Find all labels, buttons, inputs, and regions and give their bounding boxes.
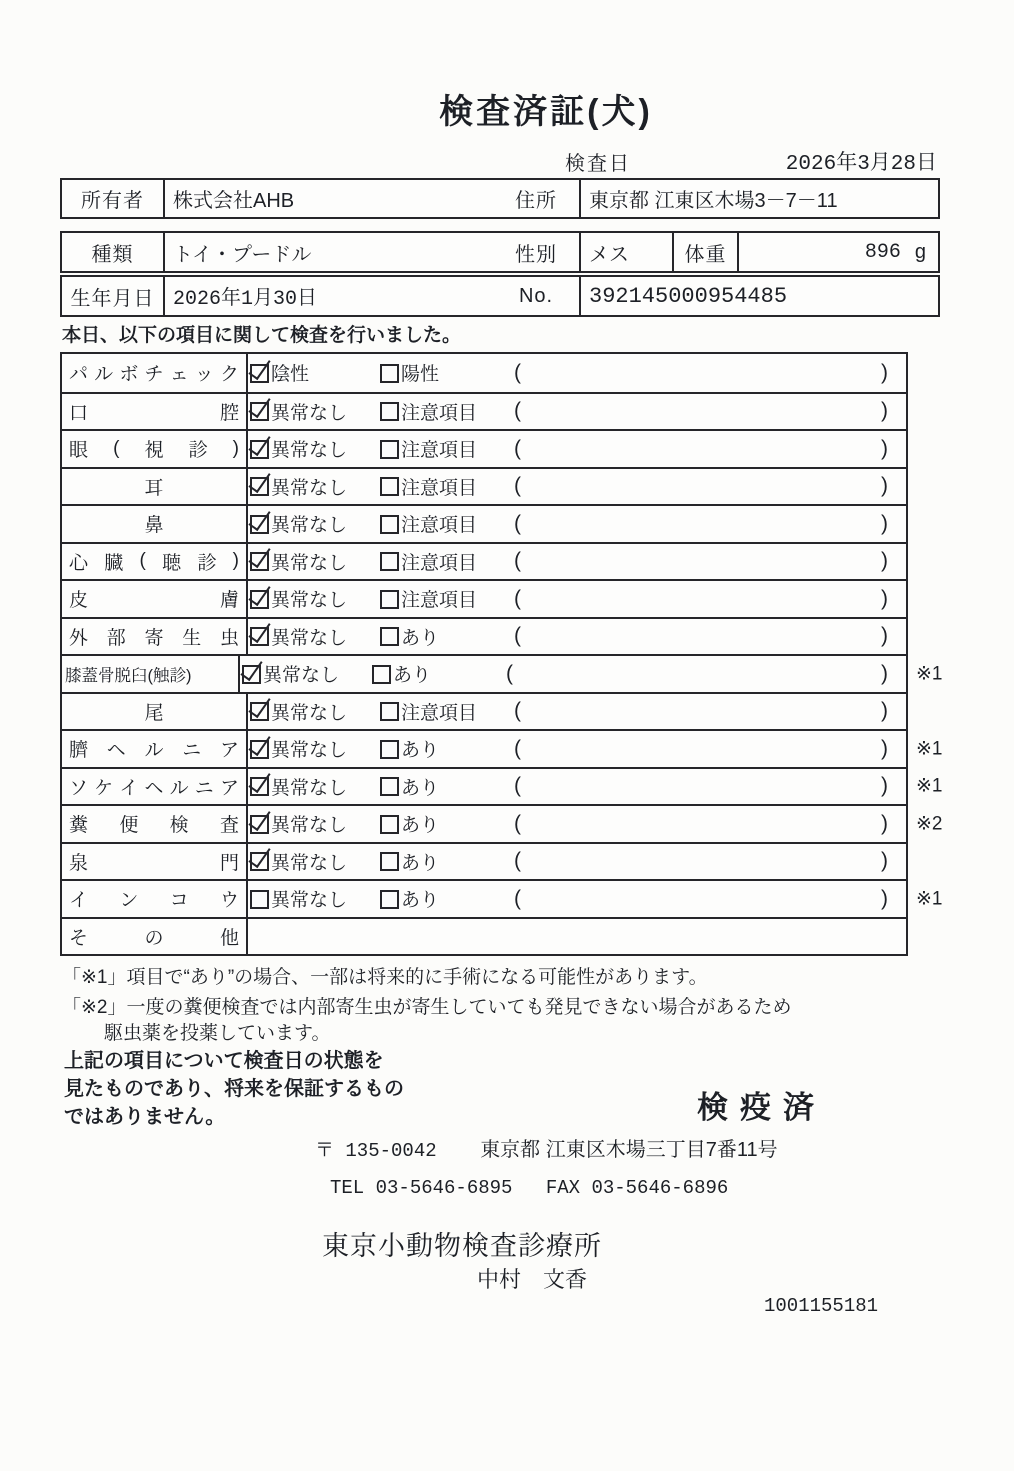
exam-table-row <box>62 354 906 392</box>
exam-table-row <box>62 729 943 767</box>
owner-value: 株式会社AHB <box>173 190 295 212</box>
option2-group <box>380 585 512 612</box>
option2-group <box>380 773 512 800</box>
exam-table-row <box>62 804 943 842</box>
exam-row-result <box>248 581 906 617</box>
disclaimer-line-2: 見たものであり、将来を保証するもの <box>64 1078 404 1100</box>
exam-item-name: 鼻 <box>62 506 248 542</box>
paren-close: ) <box>881 549 888 573</box>
birthdate-label: 生年月日 <box>62 277 165 315</box>
id-number-label: No. <box>493 277 581 315</box>
remarks-field <box>512 512 906 536</box>
option1-label: 異常なし <box>271 477 348 499</box>
exam-table-row <box>62 842 906 880</box>
exam-row-result <box>248 394 906 430</box>
option2-label: 注意項目 <box>401 590 478 612</box>
page-title: 検査済証(犬) <box>439 93 653 131</box>
exam-table-rows <box>62 354 943 954</box>
option2-label: あり <box>401 890 440 912</box>
checkbox-option1 <box>250 890 269 909</box>
paren-close: ) <box>881 474 888 498</box>
paren-open: ( <box>514 549 521 573</box>
checkbox-option1 <box>242 665 261 684</box>
option2-group <box>380 359 512 386</box>
exam-table-row <box>62 392 906 430</box>
owner-info-box <box>60 178 940 219</box>
paren-open: ( <box>514 511 521 535</box>
option1-group <box>248 735 380 762</box>
option2-label: あり <box>401 815 440 837</box>
paren-open: ( <box>514 474 521 498</box>
option1-label: 異常なし <box>271 402 348 424</box>
weight-label: 体重 <box>674 233 739 271</box>
paren-close: ) <box>881 360 888 384</box>
exam-row-result <box>248 919 906 955</box>
exam-item-name: 泉 門 <box>62 844 248 880</box>
exam-item-name: 臍 ヘ ル ニ ア <box>62 731 248 767</box>
quarantine-stamp: 検疫済 <box>697 1090 826 1125</box>
remarks-field <box>512 737 906 761</box>
remarks-field <box>512 812 906 836</box>
checkbox-option2 <box>380 702 399 721</box>
exam-item-name: イ ン コ ウ <box>62 881 248 917</box>
disclaimer-line-1: 上記の項目について検査日の状態を <box>64 1050 384 1072</box>
clinic-address: 東京都 江東区木場三丁目7番11号 <box>480 1139 778 1161</box>
option1-label: 異常なし <box>271 627 348 649</box>
checkbox-option1 <box>250 515 269 534</box>
option1-label: 異常なし <box>271 440 348 462</box>
paren-close: ) <box>881 736 888 760</box>
exam-row-result <box>248 769 906 805</box>
checkbox-option1 <box>250 815 269 834</box>
exam-item-name: そ の 他 <box>62 919 248 955</box>
row-note: ※1 <box>916 888 943 910</box>
exam-table-row <box>62 767 943 805</box>
checkbox-option1 <box>250 477 269 496</box>
option2-label: あり <box>401 777 440 799</box>
remarks-field <box>512 849 906 873</box>
option2-label: あり <box>393 665 432 687</box>
paren-close: ) <box>881 586 888 610</box>
exam-item-name: 尾 <box>62 694 248 730</box>
option2-label: 注意項目 <box>401 552 478 574</box>
remarks-field <box>512 624 906 648</box>
option1-label: 異常なし <box>271 815 348 837</box>
option2-label: あり <box>401 852 440 874</box>
option2-label: 注意項目 <box>401 515 478 537</box>
option2-label: 注意項目 <box>401 477 478 499</box>
option1-group <box>248 473 380 500</box>
exam-item-name: パ ル ボ チ ェ ッ ク <box>62 354 248 392</box>
option1-label: 異常なし <box>271 852 348 874</box>
paren-open: ( <box>514 586 521 610</box>
paren-close: ) <box>881 699 888 723</box>
option1-label: 異常なし <box>271 552 348 574</box>
checkbox-option1 <box>250 702 269 721</box>
footnote-2: 「※2」一度の糞便検査では内部寄生虫が寄生していても発見できない場合があるため <box>62 997 792 1018</box>
option1-label: 異常なし <box>271 702 348 724</box>
checkbox-option1 <box>250 627 269 646</box>
birth-info-box <box>60 275 940 317</box>
paren-close: ) <box>881 624 888 648</box>
paren-close: ) <box>881 661 888 685</box>
paren-open: ( <box>514 849 521 873</box>
checkbox-option2 <box>380 590 399 609</box>
option1-label: 異常なし <box>263 665 340 687</box>
option2-group <box>380 623 512 650</box>
option2-group <box>380 473 512 500</box>
option1-label: 異常なし <box>271 590 348 612</box>
paren-close: ) <box>881 886 888 910</box>
inspection-date-label: 検査日 <box>565 153 631 175</box>
paren-open: ( <box>514 736 521 760</box>
option2-group <box>380 548 512 575</box>
footnote-1: 「※1」項目で“あり”の場合、一部は将来的に手術になる可能性があります。 <box>62 967 708 988</box>
option2-group <box>380 848 512 875</box>
option1-group <box>248 848 380 875</box>
species-label: 種類 <box>62 233 165 271</box>
exam-table-row <box>62 617 906 655</box>
exam-item-name: 膝蓋骨脱臼(触診) <box>62 656 240 692</box>
option1-group <box>248 623 380 650</box>
option1-group <box>248 359 380 386</box>
option2-group <box>380 510 512 537</box>
paren-close: ) <box>881 511 888 535</box>
option1-group <box>248 698 380 725</box>
paren-close: ) <box>881 436 888 460</box>
exam-table-row <box>62 504 906 542</box>
exam-item-name: ソ ケ イ ヘ ル ニ ア <box>62 769 248 805</box>
option1-label: 陰性 <box>271 364 310 386</box>
owner-address-value: 東京都 江東区木場3－7－11 <box>589 190 838 212</box>
remarks-field <box>512 399 906 423</box>
checkbox-option2 <box>380 852 399 871</box>
exam-row-result <box>248 881 906 917</box>
row-note: ※1 <box>916 775 943 797</box>
pet-info-box <box>60 231 940 273</box>
remarks-field <box>512 549 906 573</box>
option2-group <box>380 435 512 462</box>
exam-row-result <box>248 544 906 580</box>
exam-table-row <box>62 467 906 505</box>
exam-table <box>60 352 943 956</box>
paren-open: ( <box>514 886 521 910</box>
exam-table-row <box>62 542 906 580</box>
option1-group <box>248 810 380 837</box>
option1-group <box>248 885 380 912</box>
checkbox-option2 <box>380 627 399 646</box>
weight-cell <box>739 233 938 271</box>
remarks-field <box>512 587 906 611</box>
option2-group <box>380 885 512 912</box>
exam-table-row <box>62 579 906 617</box>
owner-label: 所有者 <box>62 180 165 217</box>
checkbox-option2 <box>380 777 399 796</box>
checkbox-option1 <box>250 777 269 796</box>
paren-close: ) <box>881 849 888 873</box>
option2-group <box>380 735 512 762</box>
birthdate-value: 2026年1月30日 <box>173 288 318 311</box>
checkbox-option1 <box>250 552 269 571</box>
remarks-field <box>512 474 906 498</box>
paren-open: ( <box>514 624 521 648</box>
remarks-field <box>504 662 906 686</box>
checkbox-option2 <box>380 440 399 459</box>
species-value: トイ・プードル <box>173 243 312 266</box>
paren-open: ( <box>514 811 521 835</box>
clinic-postal-line <box>315 1133 778 1162</box>
exam-item-name: 糞 便 検 査 <box>62 806 248 842</box>
checkbox-option1 <box>250 590 269 609</box>
exam-row-result <box>248 806 906 842</box>
checkbox-option1 <box>250 364 269 383</box>
exam-item-name: 心 臓 ( 聴 診 ) <box>62 544 248 580</box>
row-note: ※1 <box>916 663 943 685</box>
option1-label: 異常なし <box>271 740 348 762</box>
checkbox-option2 <box>380 552 399 571</box>
option1-group <box>248 435 380 462</box>
exam-row-result <box>248 694 906 730</box>
row-note: ※1 <box>916 738 943 760</box>
footnote-2-continued: 駆虫薬を投薬しています。 <box>104 1023 331 1044</box>
exam-row-result <box>248 431 906 467</box>
paren-open: ( <box>514 436 521 460</box>
document-serial-number: 1001155181 <box>764 1295 879 1317</box>
option2-label: あり <box>401 627 440 649</box>
paren-open: ( <box>514 360 521 384</box>
row-note: ※2 <box>916 813 943 835</box>
inspection-date-value: 2026年3月28日 <box>785 153 937 176</box>
clinic-name: 東京小動物検査診療所 <box>322 1231 602 1261</box>
option2-group <box>380 398 512 425</box>
sex-value: メス <box>581 233 674 271</box>
weight-unit: g <box>914 240 926 263</box>
option1-group <box>248 510 380 537</box>
exam-item-name: 耳 <box>62 469 248 505</box>
option1-group <box>248 398 380 425</box>
option2-label: 注意項目 <box>401 440 478 462</box>
option1-label: 異常なし <box>271 777 348 799</box>
checkbox-option1 <box>250 740 269 759</box>
paren-open: ( <box>506 661 513 685</box>
exam-row-result <box>240 656 906 692</box>
disclaimer-line-3: ではありません。 <box>64 1106 226 1128</box>
checkbox-option2 <box>372 665 391 684</box>
remarks-field <box>512 437 906 461</box>
option2-label: あり <box>401 740 440 762</box>
exam-table-row <box>62 654 943 692</box>
paren-close: ) <box>881 774 888 798</box>
checkbox-option2 <box>380 402 399 421</box>
option2-group <box>380 698 512 725</box>
checkbox-option2 <box>380 477 399 496</box>
paren-open: ( <box>514 699 521 723</box>
checkbox-option1 <box>250 440 269 459</box>
veterinarian-name: 中村 文香 <box>477 1267 588 1292</box>
option1-group <box>248 773 380 800</box>
sex-label: 性別 <box>493 233 581 271</box>
exam-row-result <box>248 354 906 392</box>
clinic-fax: FAX 03-5646-6896 <box>545 1177 729 1199</box>
option2-label: 陽性 <box>401 364 440 386</box>
disclaimer-paragraph <box>64 1047 404 1131</box>
remarks-field <box>512 361 906 385</box>
option1-label: 異常なし <box>271 890 348 912</box>
paren-open: ( <box>514 774 521 798</box>
exam-row-result <box>248 469 906 505</box>
exam-item-name: 眼 ( 視 診 ) <box>62 431 248 467</box>
exam-row-result <box>248 731 906 767</box>
owner-address-label: 住所 <box>493 180 581 217</box>
option1-group <box>248 548 380 575</box>
exam-table-row <box>62 692 906 730</box>
checkbox-option2 <box>380 364 399 383</box>
exam-row-result <box>248 506 906 542</box>
paren-close: ) <box>881 399 888 423</box>
exam-item-name: 皮 膚 <box>62 581 248 617</box>
option1-group <box>240 660 372 687</box>
checkbox-option1 <box>250 852 269 871</box>
exam-row-result <box>248 844 906 880</box>
exam-row-result <box>248 619 906 655</box>
id-number-value: 392145000954485 <box>589 283 788 309</box>
exam-table-row <box>62 917 906 955</box>
remarks-field <box>512 887 906 911</box>
intro-statement: 本日、以下の項目に関して検査を行いました。 <box>62 325 462 346</box>
clinic-tel-fax-line <box>330 1177 728 1199</box>
paren-close: ) <box>881 811 888 835</box>
option2-label: 注意項目 <box>401 702 478 724</box>
exam-table-row <box>62 879 943 917</box>
option1-group <box>248 585 380 612</box>
remarks-field <box>512 774 906 798</box>
option2-label: 注意項目 <box>401 402 478 424</box>
exam-item-name: 外 部 寄 生 虫 <box>62 619 248 655</box>
weight-value: 896 <box>864 240 901 264</box>
exam-item-name: 口 腔 <box>62 394 248 430</box>
remarks-field <box>512 699 906 723</box>
option1-label: 異常なし <box>271 515 348 537</box>
exam-table-row <box>62 429 906 467</box>
checkbox-option1 <box>250 402 269 421</box>
paren-open: ( <box>514 399 521 423</box>
option2-group <box>372 660 504 687</box>
checkbox-option2 <box>380 890 399 909</box>
clinic-postal-code: 〒 135-0042 <box>315 1140 437 1162</box>
checkbox-option2 <box>380 515 399 534</box>
checkbox-option2 <box>380 740 399 759</box>
option2-group <box>380 810 512 837</box>
clinic-tel: TEL 03-5646-6895 <box>330 1177 513 1199</box>
checkbox-option2 <box>380 815 399 834</box>
